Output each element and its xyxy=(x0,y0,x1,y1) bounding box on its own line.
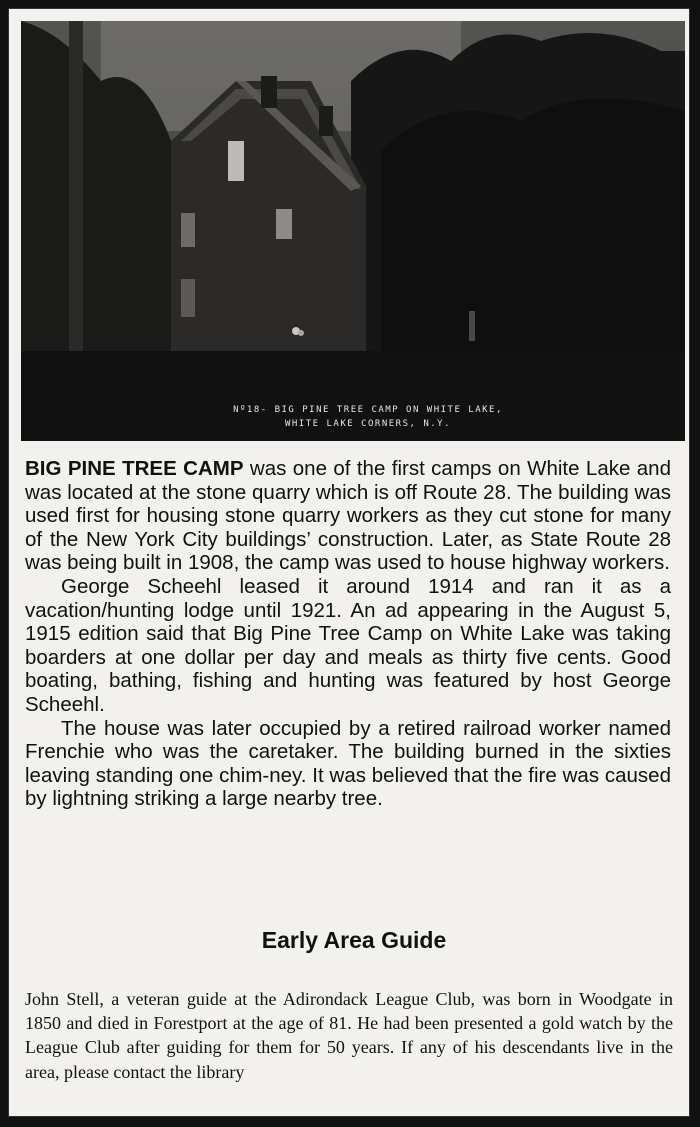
article-paragraph-1-text: was one of the first camps on White Lake and was located at the stone quarry which is off Route 28. The building was used first for housing stone quarry workers as they cut stone for many of the New York City buildings’ construction. Later, as State Route 28 was being built in 1908, the camp was used to house highway workers. xyxy=(25,457,671,575)
article-big-pine-tree-camp xyxy=(25,457,671,811)
article-paragraph-3: The house was later occupied by a retired railroad worker named Frenchie who was the caretaker. The building burned in the sixties leaving standing one chim-ney. It was believed that the fire was caused by lightning striking a large nearby tree. xyxy=(25,716,671,811)
article-paragraph-1 xyxy=(25,457,671,575)
historic-photo-big-pine-tree-camp xyxy=(21,21,685,441)
early-area-guide-text: John Stell, a veteran guide at the Adirondack League Club, was born in Woodgate in 1850 and died in Forestport at the age of 81. He had been presented a gold watch by the League Club after guiding for them for 50 years. If any of his descendants live in the area, please contact the library xyxy=(25,989,673,1082)
article-lead-title: BIG PINE TREE CAMP xyxy=(25,457,244,480)
camp-house-photo-illustration xyxy=(21,21,685,441)
photo-caption-line1: Nº18- BIG PINE TREE CAMP ON WHITE LAKE, xyxy=(233,405,503,415)
photo-caption-line2: WHITE LAKE CORNERS, N.Y. xyxy=(284,419,452,429)
section-heading: Early Area Guide xyxy=(261,927,447,953)
newspaper-clipping xyxy=(9,9,689,1116)
article-paragraph-2: George Scheehl leased it around 1914 and ran it as a vacation/hunting lodge until 1921. An ad appearing in the August 5, 1915 edition said that Big Pine Tree Camp on White Lake was taking boarders at one dollar per day and meals as thirty five cents. Good boating, bathing, fishing and hunting was featured by host George Scheehl. xyxy=(25,574,671,716)
